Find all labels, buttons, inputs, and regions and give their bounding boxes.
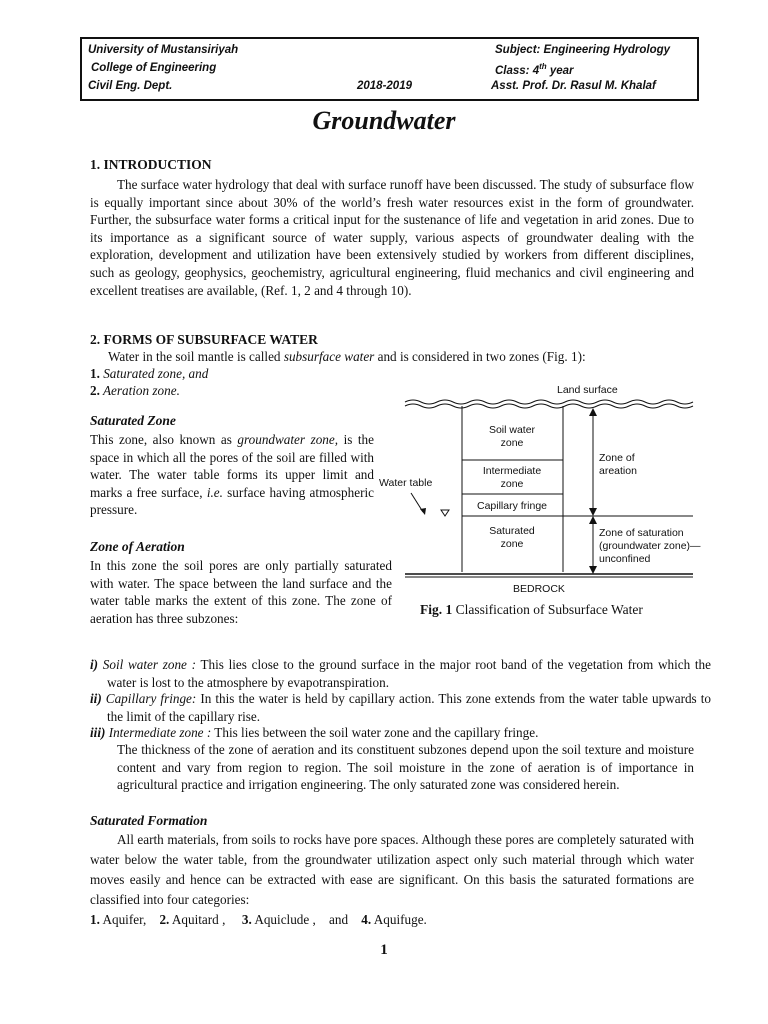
subzone-item-3: iii) Intermediate zone : This lies between the soil water zone and the capillary fringe.	[90, 725, 539, 740]
class-year: Class: 4th year	[495, 62, 574, 77]
forms-intro: Water in the soil mantle is called subsurface water and is considered in two zones (Fig. 1):	[108, 349, 586, 364]
forms-heading: 2. FORMS OF SUBSURFACE WATER	[90, 332, 318, 347]
water-table-symbol-icon	[441, 510, 449, 516]
page-header	[80, 37, 699, 101]
formation-heading: Saturated Formation	[90, 813, 208, 828]
page-title: Groundwater	[312, 106, 456, 135]
thickness-paragraph: The thickness of the zone of aeration and its constituent subzones depend upon the soil texture and moisture content and vary from region to region. The soil moisture in the zone of aeration is of importance in agricultural practice and irrigation engineering. The only saturated zone was considered herein.	[117, 742, 694, 793]
aeration-heading: Zone of Aeration	[90, 539, 185, 554]
subject: Subject: Engineering Hydrology	[495, 44, 671, 56]
fig-label-saturated-1: Saturated	[489, 525, 535, 537]
aeration-arrow-bottom	[589, 508, 597, 516]
page-number: 1	[380, 942, 388, 958]
fig-label-saturation-3: unconfined	[599, 553, 651, 565]
saturated-zone-paragraph: This zone, also known as groundwater zone, is the space in which all the pores of the soil are filled with water. The water table forms its upper limit and marks a free surface, i.e. surface having atmospheric pressure.	[90, 432, 375, 518]
fig-label-aeration-2: areation	[599, 465, 637, 477]
department-name: Civil Eng. Dept.	[88, 80, 173, 92]
fig-label-water-table: Water table	[379, 477, 433, 489]
intro-paragraph: The surface water hydrology that deal with surface runoff have been discussed. The study of subsurface flow is equally important since about 30% of the world’s fresh water resources exist in the form of groundwater. Further, the subsurface water forms a critical input for the sustenance of life and vegetation in arid zones. Due to its importance as a significant source of water supply, various aspects of groundwater dealing with the exploration, development and utilization have been extensively studied by workers from different disciplines, such as geology, geophysics, geochemistry, agricultural engineering, fluid mechanics and civil engineering and excellent treatises are available, (Ref. 1, 2 and 4 through 10).	[90, 177, 694, 298]
fig-label-bedrock: BEDROCK	[513, 583, 565, 595]
fig-label-saturation-2: (groundwater zone)—	[599, 540, 701, 552]
fig-label-intermediate-1: Intermediate	[482, 465, 542, 477]
subzone-item-2: ii) Capillary fringe: In this the water is held by capillary action. This zone extends from the water table upwards to the limit of the capillary rise.	[90, 691, 711, 724]
figure-caption: Fig. 1 Classification of Subsurface Water	[420, 602, 643, 617]
instructor: Asst. Prof. Dr. Rasul M. Khalaf	[491, 80, 656, 92]
forms-item-1: 1. Saturated zone, and	[90, 366, 209, 381]
subsurface-water-figure	[379, 378, 701, 596]
college-name: College of Engineering	[91, 62, 217, 74]
aeration-arrow-top	[589, 408, 597, 416]
academic-year: 2018-2019	[357, 80, 412, 92]
fig-label-aeration-1: Zone of	[599, 452, 635, 464]
formation-categories: 1. Aquifer, 2. Aquitard , 3. Aquiclude , and 4. Aquifuge.	[90, 912, 427, 927]
fig-label-capillary: Capillary fringe	[476, 500, 548, 512]
fig-label-soil-water-1: Soil water	[488, 424, 536, 436]
saturation-arrow-top	[589, 516, 597, 524]
land-surface-line-2	[405, 404, 693, 408]
fig-label-saturation-1: Zone of saturation	[599, 527, 684, 539]
water-table-pointer-head	[420, 508, 426, 515]
formation-paragraph: All earth materials, from soils to rocks have pore spaces. Although these pores are completely saturated with water below the water table, from the groundwater utilization aspect only such material through which water moves easily and hence can be extracted with ease are significant. On this basis the saturated formations are classified into four categories:	[90, 832, 694, 907]
subzone-item-1: i) Soil water zone : This lies close to the ground surface in the major root band of the vegetation from which the water is lost to the atmosphere by evapotranspiration.	[90, 657, 711, 690]
university-name: University of Mustansiriyah	[88, 44, 239, 56]
land-surface-line	[405, 400, 693, 404]
aeration-paragraph: In this zone the soil pores are only partially saturated with water. The space between the land surface and the water table marks the extent of this zone. The zone of aeration has three subzones:	[90, 558, 392, 626]
fig-label-intermediate-2: zone	[500, 478, 524, 490]
fig-label-soil-water-2: zone	[500, 437, 524, 449]
saturation-arrow-bottom	[589, 566, 597, 574]
saturated-zone-heading: Saturated Zone	[90, 413, 176, 428]
fig-label-saturated-2: zone	[500, 538, 524, 550]
fig-label-land-surface: Land surface	[557, 384, 618, 396]
forms-item-2: 2. Aeration zone.	[90, 383, 180, 398]
intro-heading: 1. INTRODUCTION	[90, 157, 212, 172]
